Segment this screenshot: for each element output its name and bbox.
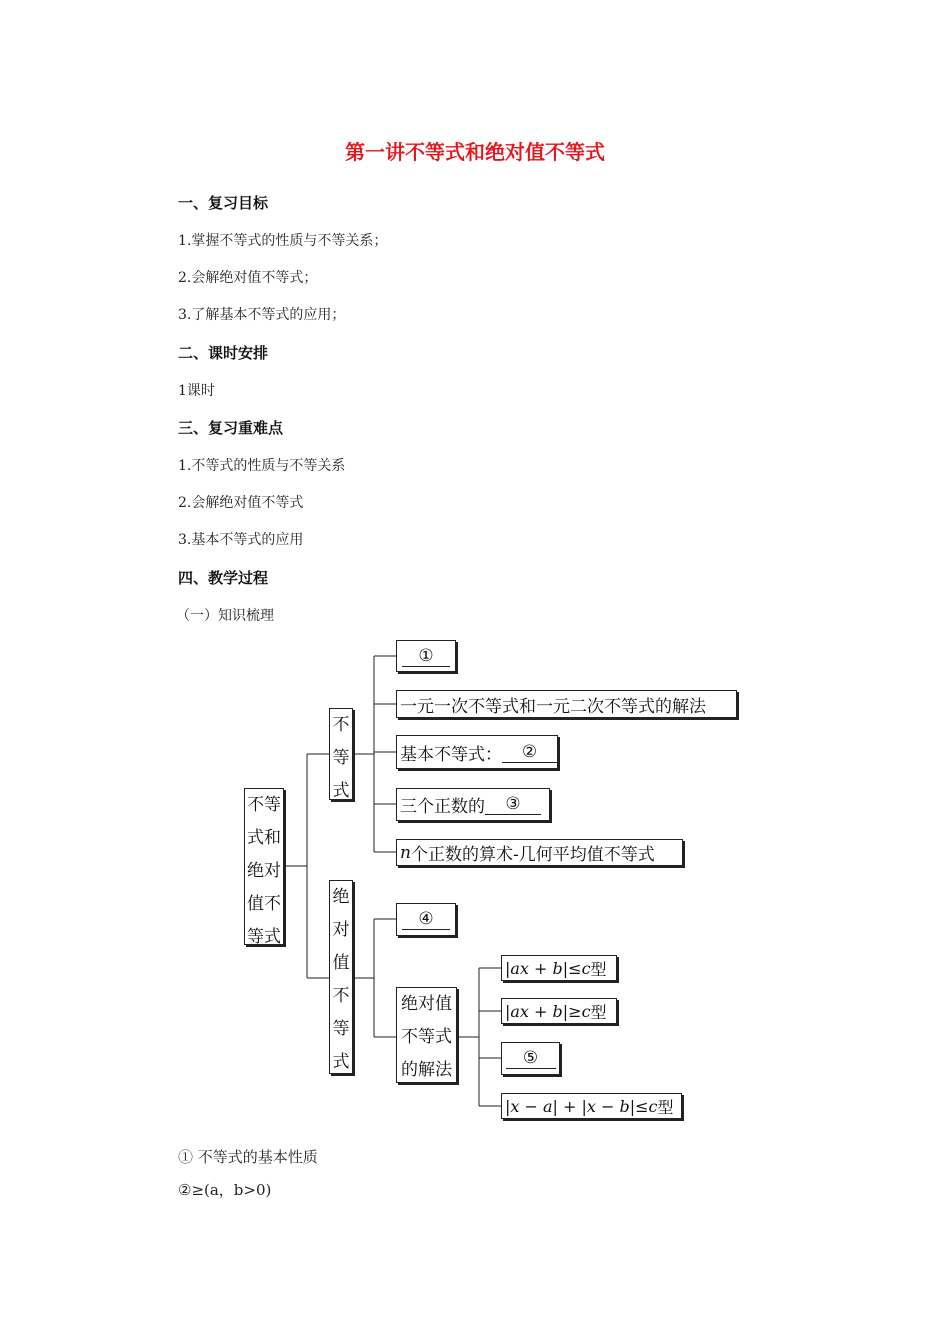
branch-inequality-node	[329, 708, 353, 800]
answer-2: ②≥(a，b>0)	[178, 1181, 272, 1199]
type-sum-formula: |x − a| + |x − b|≤c	[505, 1096, 658, 1116]
branch-char: 绝	[332, 887, 350, 907]
subsection-knowledge-review: （一）知识梳理	[176, 608, 274, 624]
blank-4: ④	[402, 909, 450, 930]
section-heading-review-goals: 一、复习目标	[178, 194, 269, 212]
am-gm-variable: n	[400, 842, 411, 863]
type-le-c-suffix: 型	[590, 959, 607, 979]
goal-item-3: 3.了解基本不等式的应用；	[178, 307, 346, 323]
branch-char: 对	[332, 920, 350, 940]
page-title: 第一讲不等式和绝对值不等式	[345, 140, 605, 164]
blank-2: ②	[502, 742, 557, 763]
key-point-2: 2.会解绝对值不等式	[178, 495, 304, 511]
blank-node-5	[501, 1042, 560, 1075]
basic-inequality-label: 基本不等式：	[400, 744, 502, 765]
solve-method-line: 不等式	[401, 1027, 452, 1047]
blank-node-4	[396, 903, 456, 936]
type-ge-c-node	[501, 998, 617, 1024]
blank-1: ①	[402, 646, 450, 667]
linear-quadratic-node	[396, 690, 737, 718]
am-gm-node	[396, 839, 683, 866]
root-line: 式和	[247, 828, 281, 848]
answer-1: ① 不等式的基本性质	[178, 1148, 318, 1166]
section-heading-schedule: 二、课时安排	[178, 344, 269, 362]
section-heading-teaching-process: 四、教学过程	[178, 569, 269, 587]
basic-inequality-node	[396, 735, 558, 769]
type-ge-c-suffix: 型	[590, 1002, 607, 1022]
three-positive-node	[396, 788, 550, 821]
root-line: 值不	[247, 894, 281, 914]
branch-char: 值	[332, 953, 350, 973]
branch-char: 不	[332, 715, 350, 735]
type-sum-suffix: 型	[657, 1097, 674, 1117]
branch-char: 式	[332, 781, 350, 801]
branch-char: 等	[332, 1019, 350, 1039]
key-point-1: 1.不等式的性质与不等关系	[178, 458, 346, 474]
schedule-text: 1课时	[178, 383, 215, 399]
blank-3: ③	[485, 794, 541, 815]
branch-char: 式	[332, 1052, 350, 1072]
diagram-root-node	[244, 788, 284, 945]
blank-5: ⑤	[506, 1048, 556, 1069]
solve-method-node	[396, 987, 457, 1083]
goal-item-2: 2.会解绝对值不等式；	[178, 270, 318, 286]
branch-char: 不	[332, 986, 350, 1006]
type-le-c-formula: |ax + b|≤c	[505, 958, 591, 978]
type-ge-c-formula: |ax + b|≥c	[505, 1001, 591, 1021]
three-positive-label: 三个正数的	[400, 797, 485, 817]
type-le-c-node	[501, 955, 617, 981]
root-line: 不等	[247, 795, 281, 815]
solve-method-line: 的解法	[401, 1060, 452, 1080]
branch-char: 等	[332, 748, 350, 768]
root-line: 绝对	[247, 861, 281, 881]
linear-quadratic-label: 一元一次不等式和一元二次不等式的解法	[400, 696, 706, 717]
type-sum-node	[501, 1093, 682, 1119]
key-point-3: 3.基本不等式的应用	[178, 532, 304, 548]
section-heading-key-points: 三、复习重难点	[178, 419, 284, 437]
solve-method-line: 绝对值	[401, 994, 452, 1014]
root-line: 等式	[247, 927, 281, 947]
blank-node-1	[396, 640, 456, 672]
branch-absolute-node	[329, 880, 353, 1074]
goal-item-1: 1.掌握不等式的性质与不等关系；	[178, 233, 388, 249]
am-gm-label: 个正数的算术-几何平均值不等式	[410, 845, 655, 865]
